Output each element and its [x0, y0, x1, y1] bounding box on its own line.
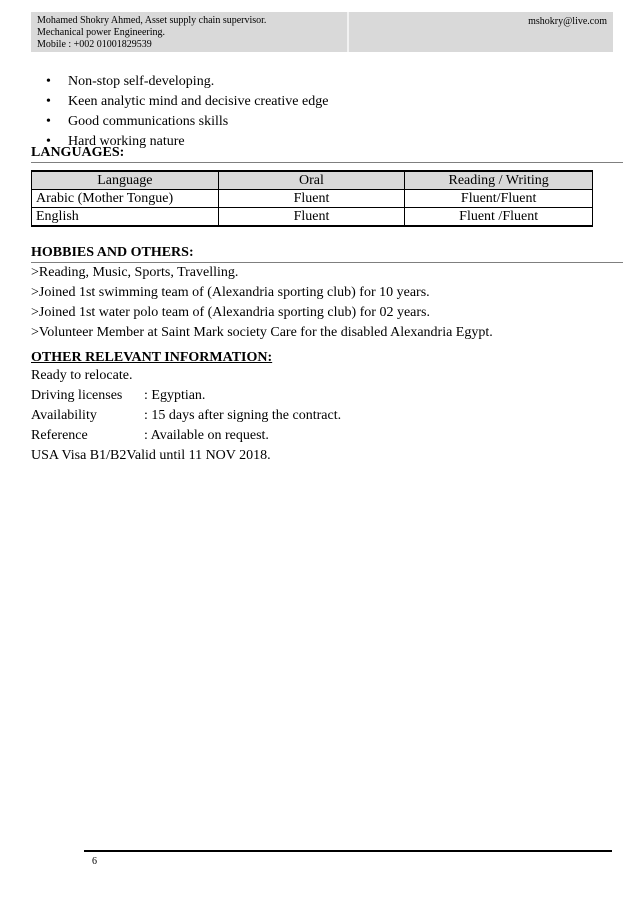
table-row [32, 208, 593, 227]
table-cell: Fluent /Fluent [405, 208, 593, 227]
column-header-language: Language [32, 171, 219, 190]
relocate-line: Ready to relocate. [31, 368, 133, 383]
header-name-title: Mohamed Shokry Ahmed, Asset supply chain supervisor. [37, 15, 267, 26]
header-contact-block [31, 12, 349, 52]
bullet-icon: • [46, 114, 51, 129]
list-item: • Good communications skills [46, 112, 328, 132]
other-info-list [31, 366, 341, 466]
bullet-icon: • [46, 134, 51, 149]
info-key: Reference [31, 428, 88, 443]
list-item [31, 406, 341, 426]
table-cell: Arabic (Mother Tongue) [32, 190, 219, 208]
column-header-oral: Oral [218, 171, 405, 190]
page-number: 6 [92, 856, 97, 867]
visa-line: USA Visa B1/B2Valid until 11 NOV 2018. [31, 448, 271, 463]
info-value: : Egyptian. [144, 388, 206, 403]
page-header [31, 12, 613, 52]
info-key: Driving licenses [31, 388, 123, 403]
bullet-icon: • [46, 94, 51, 109]
column-header-reading-writing: Reading / Writing [405, 171, 593, 190]
other-info-title: OTHER RELEVANT INFORMATION: [31, 350, 273, 365]
skills-bullet-list [46, 72, 328, 152]
list-item: >Volunteer Member at Saint Mark society Care for the disabled Alexandria Egypt. [31, 325, 493, 340]
table-cell: Fluent [218, 208, 405, 227]
table-cell: Fluent [218, 190, 405, 208]
languages-title: LANGUAGES: [31, 145, 125, 160]
list-item: >Joined 1st water polo team of (Alexandria sporting club) for 02 years. [31, 305, 431, 320]
list-item: >Reading, Music, Sports, Travelling. [31, 265, 239, 280]
table-cell: English [32, 208, 219, 227]
hobbies-title: HOBBIES AND OTHERS: [31, 245, 194, 260]
list-item: • Non-stop self-developing. [46, 72, 328, 92]
header-mobile: Mobile : +002 01001829539 [37, 39, 152, 50]
list-item [31, 386, 341, 406]
hobbies-list [31, 263, 493, 343]
table-header-row [32, 171, 593, 190]
info-key: Availability [31, 408, 97, 423]
header-degree: Mechanical power Engineering. [37, 27, 166, 38]
list-item: >Joined 1st swimming team of (Alexandria sporting club) for 10 years. [31, 285, 430, 300]
table-row [32, 190, 593, 208]
list-item: • Keen analytic mind and decisive creative edge [46, 92, 328, 112]
languages-table [31, 170, 593, 227]
bullet-icon: • [46, 74, 51, 89]
footer-divider [84, 850, 612, 852]
info-value: : 15 days after signing the contract. [144, 408, 342, 423]
table-cell: Fluent/Fluent [405, 190, 593, 208]
list-item: • Hard working nature [46, 132, 328, 152]
list-item [31, 426, 341, 446]
section-divider [31, 162, 623, 163]
header-email[interactable]: mshokry@live.com [528, 16, 607, 27]
info-value: : Available on request. [144, 428, 269, 443]
